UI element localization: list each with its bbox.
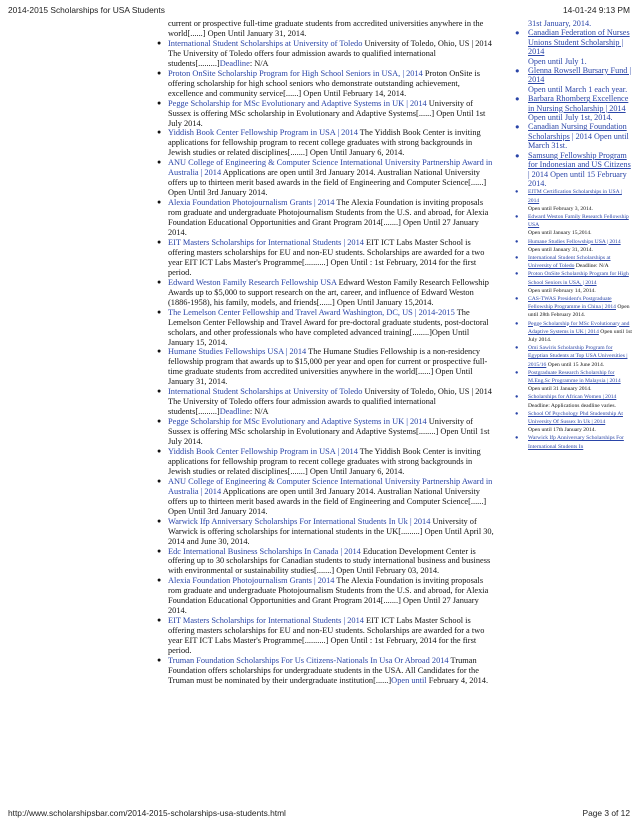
sidebar-deadline: Open until March 1 each year. — [528, 84, 628, 94]
scholarship-description: University of Sussex is offering MSc scholarship in Evolutionary and Adaptive Systems[......] Open Until 1st July 2014. — [168, 98, 486, 128]
sidebar-item — [510, 344, 632, 369]
scholarship-description: Education Development Center is offering up to 30 scholarships for Canadian students to study international business and business with environmental or sustainability studies[.......] Open Until February 03, 2014. — [168, 546, 491, 576]
list-item-intro — [152, 19, 496, 39]
sidebar-link[interactable]: Canadian Nursing Foundation Scholarships — [528, 122, 627, 141]
scholarship-link[interactable]: Pegge Scholarship for MSc Evolutionary and Adaptive Systems in UK | 2014 — [168, 417, 427, 427]
sidebar-link[interactable]: Proton OnSite Scholarship Program for High School Seniors in USA, | 2014 — [528, 271, 629, 286]
sidebar-link[interactable]: Warwick Ifp Anniversary Scholarships For International Students In — [528, 435, 624, 450]
scholarship-description: Proton OnSite is offering scholarship for high school seniors who demonstrate outstanding achievement, excellence and community service[......] Open Until February 14, 2014. — [168, 68, 481, 98]
sidebar-link[interactable]: International Student Scholarships at University of Toledo — [528, 254, 611, 270]
sidebar-item — [510, 213, 632, 238]
scholarship-description: Applications are open until 3rd January 2014. Australian National University offers up to thirteen merit based awards in the field of Engineering and Computer Science[......] Open Until 3rd January 2014. — [168, 486, 487, 516]
scholarship-description: The Alexia Foundation is inviting proposals rom graduate and undergraduate Photojournalism Students from the U.S. and abroad, for Alexia Foundation Educational Opportunities and Grant Program 2014[.......] Open Until 27 January 2014. — [168, 198, 489, 238]
sidebar-deadline: Open until 17th January 2014. — [528, 427, 596, 434]
list-item — [152, 616, 496, 656]
scholarship-description: The Yiddish Book Center is inviting applications for fellowship program to recent college graduates with strong backgrounds in Jewish studies or related disciplines[.......] Open Until January 6, 2014. — [168, 446, 481, 476]
scholarship-description: Applications are open until 3rd January 2014. Australian National University offers up to thirteen merit based awards in the field of Engineering and Computer Science[......] Open Until 3rd January 2014. — [168, 168, 487, 198]
scholarship-link[interactable]: Alexia Foundation Photojournalism Grants | 2014 — [168, 198, 335, 208]
sidebar-deadline: Open until 1st July 2014. — [528, 328, 632, 343]
sidebar-deadline: Open until February 3, 2014. — [528, 205, 593, 212]
scholarship-description: The Humane Studies Fellowship is a non-residency fellowship program that awards up to $15,000 per year and open for current or prospective full-time graduate students from accredited universities anywhere in the world[......] Open Until January 31, 2014. — [168, 347, 488, 387]
scholarship-link[interactable]: Yiddish Book Center Fellowship Program in USA | 2014 — [168, 446, 358, 456]
scholarship-link[interactable]: ANU College of Engineering & Computer Science International University Partnership Award in Australia | 2014 — [168, 476, 493, 496]
bullet-icon: ● — [515, 94, 520, 104]
list-item — [152, 477, 496, 517]
scholarship-link[interactable]: EIT Masters Scholarships for International Students | 2014 — [168, 616, 364, 626]
sidebar-deadline: Open until 15 June 2014. — [546, 361, 605, 368]
scholarship-link[interactable]: Yiddish Book Center Fellowship Program in USA | 2014 — [168, 128, 358, 138]
sidebar-deadline: Open until 31 January 2014. — [528, 386, 592, 393]
list-item — [152, 198, 496, 238]
sidebar-deadline: Open until January 15,2014. — [528, 230, 592, 237]
scholarship-link[interactable]: Warwick Ifp Anniversary Scholarships For International Students In Uk | 2014 — [168, 516, 431, 526]
bullet-icon: ● — [157, 237, 162, 246]
scholarship-link[interactable]: Alexia Foundation Photojournalism Grants | 2014 — [168, 576, 335, 586]
scholarship-list — [152, 19, 496, 686]
sidebar-list-large — [510, 28, 632, 188]
sidebar-item — [510, 270, 632, 295]
sidebar-link[interactable]: School Of Psychology Phd Studentship At University Of Sussex In Uk | 2014 — [528, 410, 623, 425]
sidebar-item — [510, 188, 632, 213]
scholarship-link[interactable]: ANU College of Engineering & Computer Science International University Partnership Award in Australia | 2014 — [168, 158, 493, 178]
bullet-icon: ● — [515, 435, 519, 442]
scholarship-link[interactable]: International Student Scholarships at University of Toledo — [168, 38, 363, 48]
intro-text: current or prospective full-time graduate students from accredited universities anywhere in the world[......] Open Until January 31, 2014. — [168, 19, 484, 38]
list-item — [152, 158, 496, 198]
sidebar-deadline: | 2014 Open until 15 February 2014. — [528, 169, 627, 188]
sidebar-item — [510, 410, 632, 435]
scholarship-link[interactable]: Truman Foundation Scholarships For Us Citizens-Nationals In Usa Or Abroad 2014 — [168, 656, 449, 665]
sidebar-link[interactable]: Glenna Rowsell Bursary Fund | 2014 — [528, 66, 632, 85]
scholarship-description: The Yiddish Book Center is inviting applications for fellowship program to recent college graduates with strong backgrounds in Jewish studies or related disciplines[.......] Open Until January 6, 2014. — [168, 128, 481, 158]
sidebar-link[interactable]: EITM Certification Scholarships in USA | 2014 — [528, 189, 622, 204]
list-item — [152, 39, 496, 69]
main-content — [152, 19, 496, 807]
sidebar-intro: 31st January, 2014. — [528, 19, 592, 28]
bullet-icon: ● — [157, 576, 162, 585]
list-item — [152, 278, 496, 308]
sidebar-link[interactable]: CAS-TWAS President's Postgraduate Fellowship Programme in China | 2014 — [528, 295, 616, 311]
sidebar-item — [510, 28, 632, 66]
scholarship-description: The Alexia Foundation is inviting proposals rom graduate and undergraduate Photojournalism Students from the U.S. and abroad, for Alexia Foundation Educational Opportunities and Grant Program 2014[.......] Open Until 27 January 2014. — [168, 576, 489, 616]
bullet-icon: ● — [515, 345, 519, 352]
list-item — [152, 347, 496, 387]
sidebar-link[interactable]: Pegge Scholarship for MSc Evolutionary and Adaptive Systems in UK | 2014 — [528, 320, 630, 335]
bullet-icon: ● — [515, 213, 519, 220]
bullet-icon: ● — [157, 98, 162, 107]
sidebar-item — [510, 320, 632, 345]
sidebar-link[interactable]: Humane Studies Fellowships USA | 2014 — [528, 238, 621, 245]
scholarship-link[interactable]: Humane Studies Fellowships USA | 2014 — [168, 347, 307, 357]
scholarship-link[interactable]: EIT Masters Scholarships for International Students | 2014 — [168, 237, 364, 247]
list-item — [152, 238, 496, 278]
page-footer — [8, 808, 630, 820]
scholarship-description: University of Toledo, Ohio, US | 2014 The University of Toledo offers four admission awards to qualified international students[.........] — [168, 38, 492, 68]
sidebar-link[interactable]: Canadian Federation of Nurses Unions Student Scholarship | 2014 — [528, 28, 630, 57]
bullet-icon: ● — [515, 28, 520, 38]
bullet-icon: ● — [157, 446, 162, 455]
sidebar-item — [510, 94, 632, 122]
sidebar-link[interactable]: Samsung Fellowship Program for Indonesian and US Citizens — [528, 150, 631, 170]
sidebar-link[interactable]: Edward Weston Family Research Fellowship USA — [528, 213, 629, 229]
sidebar-item — [510, 254, 632, 270]
bullet-icon: ● — [515, 150, 520, 160]
sidebar-link[interactable]: Barbara Rhomberg Excellence in Nursing Scholarship | 2014 — [528, 94, 629, 113]
deadline-link[interactable]: Deadline — [219, 58, 250, 68]
scholarship-link[interactable]: Proton OnSite Scholarship Program for High School Seniors in USA, | 2014 — [168, 68, 423, 78]
bullet-icon: ● — [515, 238, 519, 245]
list-item — [152, 517, 496, 547]
bullet-icon: ● — [515, 410, 519, 417]
bullet-icon: ● — [157, 307, 162, 316]
deadline-link[interactable]: Deadline — [219, 407, 250, 417]
list-item — [152, 128, 496, 158]
bullet-icon: ● — [515, 394, 519, 401]
bullet-icon: ● — [157, 516, 162, 525]
bullet-icon: ● — [515, 122, 520, 132]
sidebar-deadline: Open until July 1st, 2014. — [528, 113, 613, 123]
bullet-icon: ● — [157, 616, 162, 625]
sidebar-link[interactable]: Omi Sawiris Scholarship Program for Egyptian Students at Top USA Universities | 2015/16 — [528, 345, 628, 368]
scholarship-description: EIT ICT Labs Master School is offering masters scholarships for EU and non-EU students. Scholarships are awarded for a two year EIT ICT Labs Master's Programme[..........] Open Until : 1st February, 2014 for the first period. — [168, 237, 485, 277]
sidebar-deadline: Deadline: N/A — [574, 263, 609, 270]
scholarship-description: EIT ICT Labs Master School is offering masters scholarships for EU and non-EU students. Scholarships are awarded for a two year EIT ICT Labs Master's Programme[..........] Open Until : 1st February, 2014 for the first period. — [168, 616, 485, 656]
sidebar-deadline: | 2014 Open until March 31st. — [528, 131, 629, 151]
document-title: 2014-2015 Scholarships for USA Students — [8, 5, 165, 15]
page-header — [8, 5, 630, 19]
bullet-icon: ● — [515, 271, 519, 278]
bullet-icon: ● — [157, 347, 162, 356]
sidebar-list-small — [510, 188, 632, 451]
bullet-icon: ● — [157, 546, 162, 555]
sidebar-link[interactable]: Scholarships for African Women | 2014 — [528, 394, 617, 401]
bullet-icon: ● — [515, 320, 519, 327]
bullet-icon: ● — [515, 369, 519, 376]
sidebar-deadline: Deadline: Applications deadline varies. — [528, 402, 616, 409]
bullet-icon: ● — [157, 198, 162, 207]
list-item — [152, 576, 496, 616]
list-item — [152, 387, 496, 417]
deadline-text: : N/A — [249, 407, 269, 417]
sidebar-deadline: Open until July 1. — [528, 56, 587, 66]
scholarship-link[interactable]: The Lemelson Center Fellowship and Travel Award Washington, DC, US | 2014-2015 — [168, 307, 455, 317]
list-item — [152, 99, 496, 129]
bullet-icon: ● — [157, 387, 162, 396]
page-number: Page 3 of 12 — [582, 808, 630, 818]
scholarship-description: University of Warwick is offering scholarships for international students in the UK[.........] Open Until April 30, 2014 and June 30, 2014. — [168, 516, 494, 546]
scholarship-description: The Lemelson Center Fellowship and Travel Award for pre-doctoral graduate students, post-doctoral scholars, and other professionals who have completed advanced training[........]Open Until January 15, 2014. — [168, 307, 489, 347]
scholarship-link[interactable]: Pegge Scholarship for MSc Evolutionary and Adaptive Systems in UK | 2014 — [168, 98, 427, 108]
scholarship-link[interactable]: Edward Weston Family Research Fellowship USA — [168, 277, 337, 287]
sidebar-item — [510, 238, 632, 254]
sidebar-item — [510, 122, 632, 150]
bullet-icon: ● — [157, 128, 162, 137]
sidebar-deadline: Open until February 14, 2014. — [528, 287, 596, 294]
list-item — [152, 547, 496, 577]
bullet-icon: ● — [157, 277, 162, 286]
deadline-link[interactable]: Open until — [391, 675, 427, 685]
deadline-text: February 4, 2014. — [426, 675, 489, 685]
scholarship-description: Edward Weston Family Research Fellowship Awards up to $5,000 to support research on the art, career, and influence of Edward Weston (1886-1958), his family, models, and friends[......] Open Until January 15,2014. — [168, 277, 489, 307]
bullet-icon: ● — [515, 295, 519, 302]
scholarship-description: University of Sussex is offering MSc scholarship in Evolutionary and Adaptive Systems[........] Open Until 1st July 2014. — [168, 417, 490, 447]
print-timestamp: 14-01-24 9:13 PM — [562, 5, 630, 15]
bullet-icon: ● — [157, 68, 162, 77]
list-item — [152, 417, 496, 447]
deadline-text: : N/A — [249, 58, 269, 68]
bullet-icon: ● — [515, 254, 519, 261]
list-item — [152, 447, 496, 477]
scholarship-description: University of Toledo, Ohio, US | 2014 The University of Toledo offers four admission awards to qualified international students[.........] — [168, 387, 492, 417]
scholarship-link[interactable]: International Student Scholarships at University of Toledo — [168, 387, 363, 397]
scholarship-link[interactable]: Edc International Business Scholarships In Canada | 2014 — [168, 546, 361, 556]
bullet-icon: ● — [157, 656, 162, 664]
sidebar — [510, 19, 632, 807]
sidebar-item — [510, 295, 632, 320]
source-url: http://www.scholarshipsbar.com/2014-2015-scholarships-usa-students.html — [8, 808, 286, 818]
scholarship-description: Truman Foundation offers scholarships for undergraduate students in the USA. All Candidates for the Truman must be nominated by their undergraduate institution[......] — [168, 656, 479, 685]
bullet-icon: ● — [157, 38, 162, 47]
bullet-icon: ● — [157, 417, 162, 426]
bullet-icon: ● — [157, 158, 162, 167]
bullet-icon: ● — [515, 189, 519, 196]
list-item — [152, 656, 496, 686]
list-item — [152, 308, 496, 348]
sidebar-item — [510, 434, 632, 450]
list-item — [152, 69, 496, 99]
bullet-icon: ● — [515, 66, 520, 76]
bullet-icon: ● — [157, 476, 162, 485]
sidebar-item — [510, 369, 632, 394]
sidebar-link[interactable]: Postgraduate Research Scholarship for M.Eng.Sc Programme in Malaysia | 2014 — [528, 369, 621, 384]
sidebar-item — [510, 393, 632, 409]
sidebar-item — [510, 151, 632, 189]
sidebar-item — [510, 66, 632, 94]
sidebar-deadline: Open until January 31, 2014. — [528, 246, 593, 253]
sidebar-deadline: Open until 28th February 2014. — [528, 304, 630, 319]
